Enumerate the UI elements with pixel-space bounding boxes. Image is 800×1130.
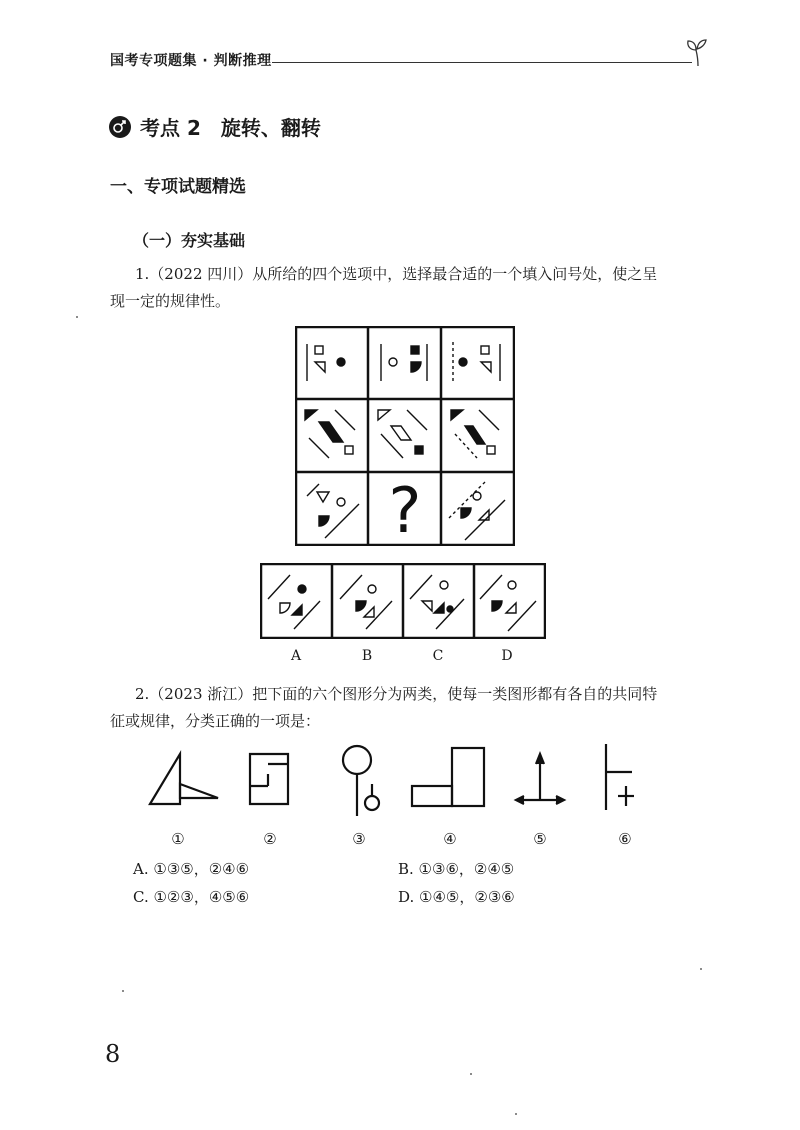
question-2-line-1: 2.（2023 浙江）把下面的六个图形分为两类，使每一类图形都有各自的共同特 bbox=[135, 685, 658, 703]
grid-cell-2-1 bbox=[305, 410, 355, 458]
figure-5 bbox=[516, 754, 564, 804]
question-2-figures bbox=[140, 740, 660, 820]
scan-speck bbox=[76, 316, 78, 318]
answer-option-d: D. ①④⑤，②③⑥ bbox=[398, 888, 515, 906]
option-label-d: D bbox=[501, 648, 513, 664]
scan-speck bbox=[515, 1113, 517, 1115]
grid-cell-1-1 bbox=[307, 344, 345, 381]
figure-number-4: ④ bbox=[443, 830, 457, 848]
figure-number-3: ③ bbox=[352, 830, 366, 848]
figure-2 bbox=[250, 754, 288, 804]
missing-figure-mark: ? bbox=[388, 474, 422, 546]
question-1-line-1: 1.（2022 四川）从所给的四个选项中，选择最合适的一个填入问号处，使之呈 bbox=[135, 265, 658, 283]
option-d-figure bbox=[480, 575, 536, 631]
grid-cell-3-1 bbox=[307, 484, 359, 538]
scan-speck bbox=[700, 968, 702, 970]
option-label-c: C bbox=[432, 648, 444, 664]
subsection-title: 一、专项试题精选 bbox=[110, 177, 246, 197]
figure-4 bbox=[412, 748, 484, 806]
grid-cell-2-2 bbox=[378, 410, 427, 458]
option-a-figure bbox=[268, 575, 320, 629]
option-b-figure bbox=[340, 575, 392, 629]
subsubsection-title: （一）夯实基础 bbox=[133, 231, 246, 250]
option-label-b: B bbox=[361, 648, 373, 664]
option-c-figure bbox=[410, 575, 464, 629]
compass-badge-icon bbox=[108, 115, 132, 139]
figure-number-6: ⑥ bbox=[618, 830, 632, 848]
grid-cell-1-3 bbox=[453, 342, 500, 384]
figure-number-5: ⑤ bbox=[533, 830, 547, 848]
grid-cell-3-3 bbox=[449, 482, 505, 540]
section-title: 考点 2 旋转、翻转 bbox=[140, 116, 321, 140]
page-number: 8 bbox=[105, 1040, 121, 1068]
question-2-line-2: 征或规律，分类正确的一项是： bbox=[110, 712, 321, 730]
scan-speck bbox=[470, 1073, 472, 1075]
figure-6 bbox=[606, 744, 634, 810]
running-header: 国考专项题集 · 判断推理 bbox=[110, 53, 272, 69]
question-1-line-2: 现一定的规律性。 bbox=[110, 292, 231, 310]
answer-option-b: B. ①③⑥，②④⑤ bbox=[398, 860, 515, 878]
question-1-puzzle-grid bbox=[295, 326, 515, 546]
figure-3 bbox=[343, 746, 379, 816]
header-rule bbox=[272, 62, 692, 63]
figure-number-1: ① bbox=[171, 830, 185, 848]
option-label-a: A bbox=[290, 648, 302, 664]
grid-cell-1-2 bbox=[381, 344, 427, 381]
scan-speck bbox=[122, 990, 124, 992]
sprout-icon bbox=[684, 36, 712, 68]
grid-cell-2-3 bbox=[451, 410, 499, 458]
figure-1 bbox=[150, 754, 218, 804]
answer-option-c: C. ①②③，④⑤⑥ bbox=[133, 888, 250, 906]
question-1-answer-options bbox=[260, 563, 546, 639]
answer-option-a: A. ①③⑤，②④⑥ bbox=[133, 860, 250, 878]
figure-number-2: ② bbox=[263, 830, 277, 848]
